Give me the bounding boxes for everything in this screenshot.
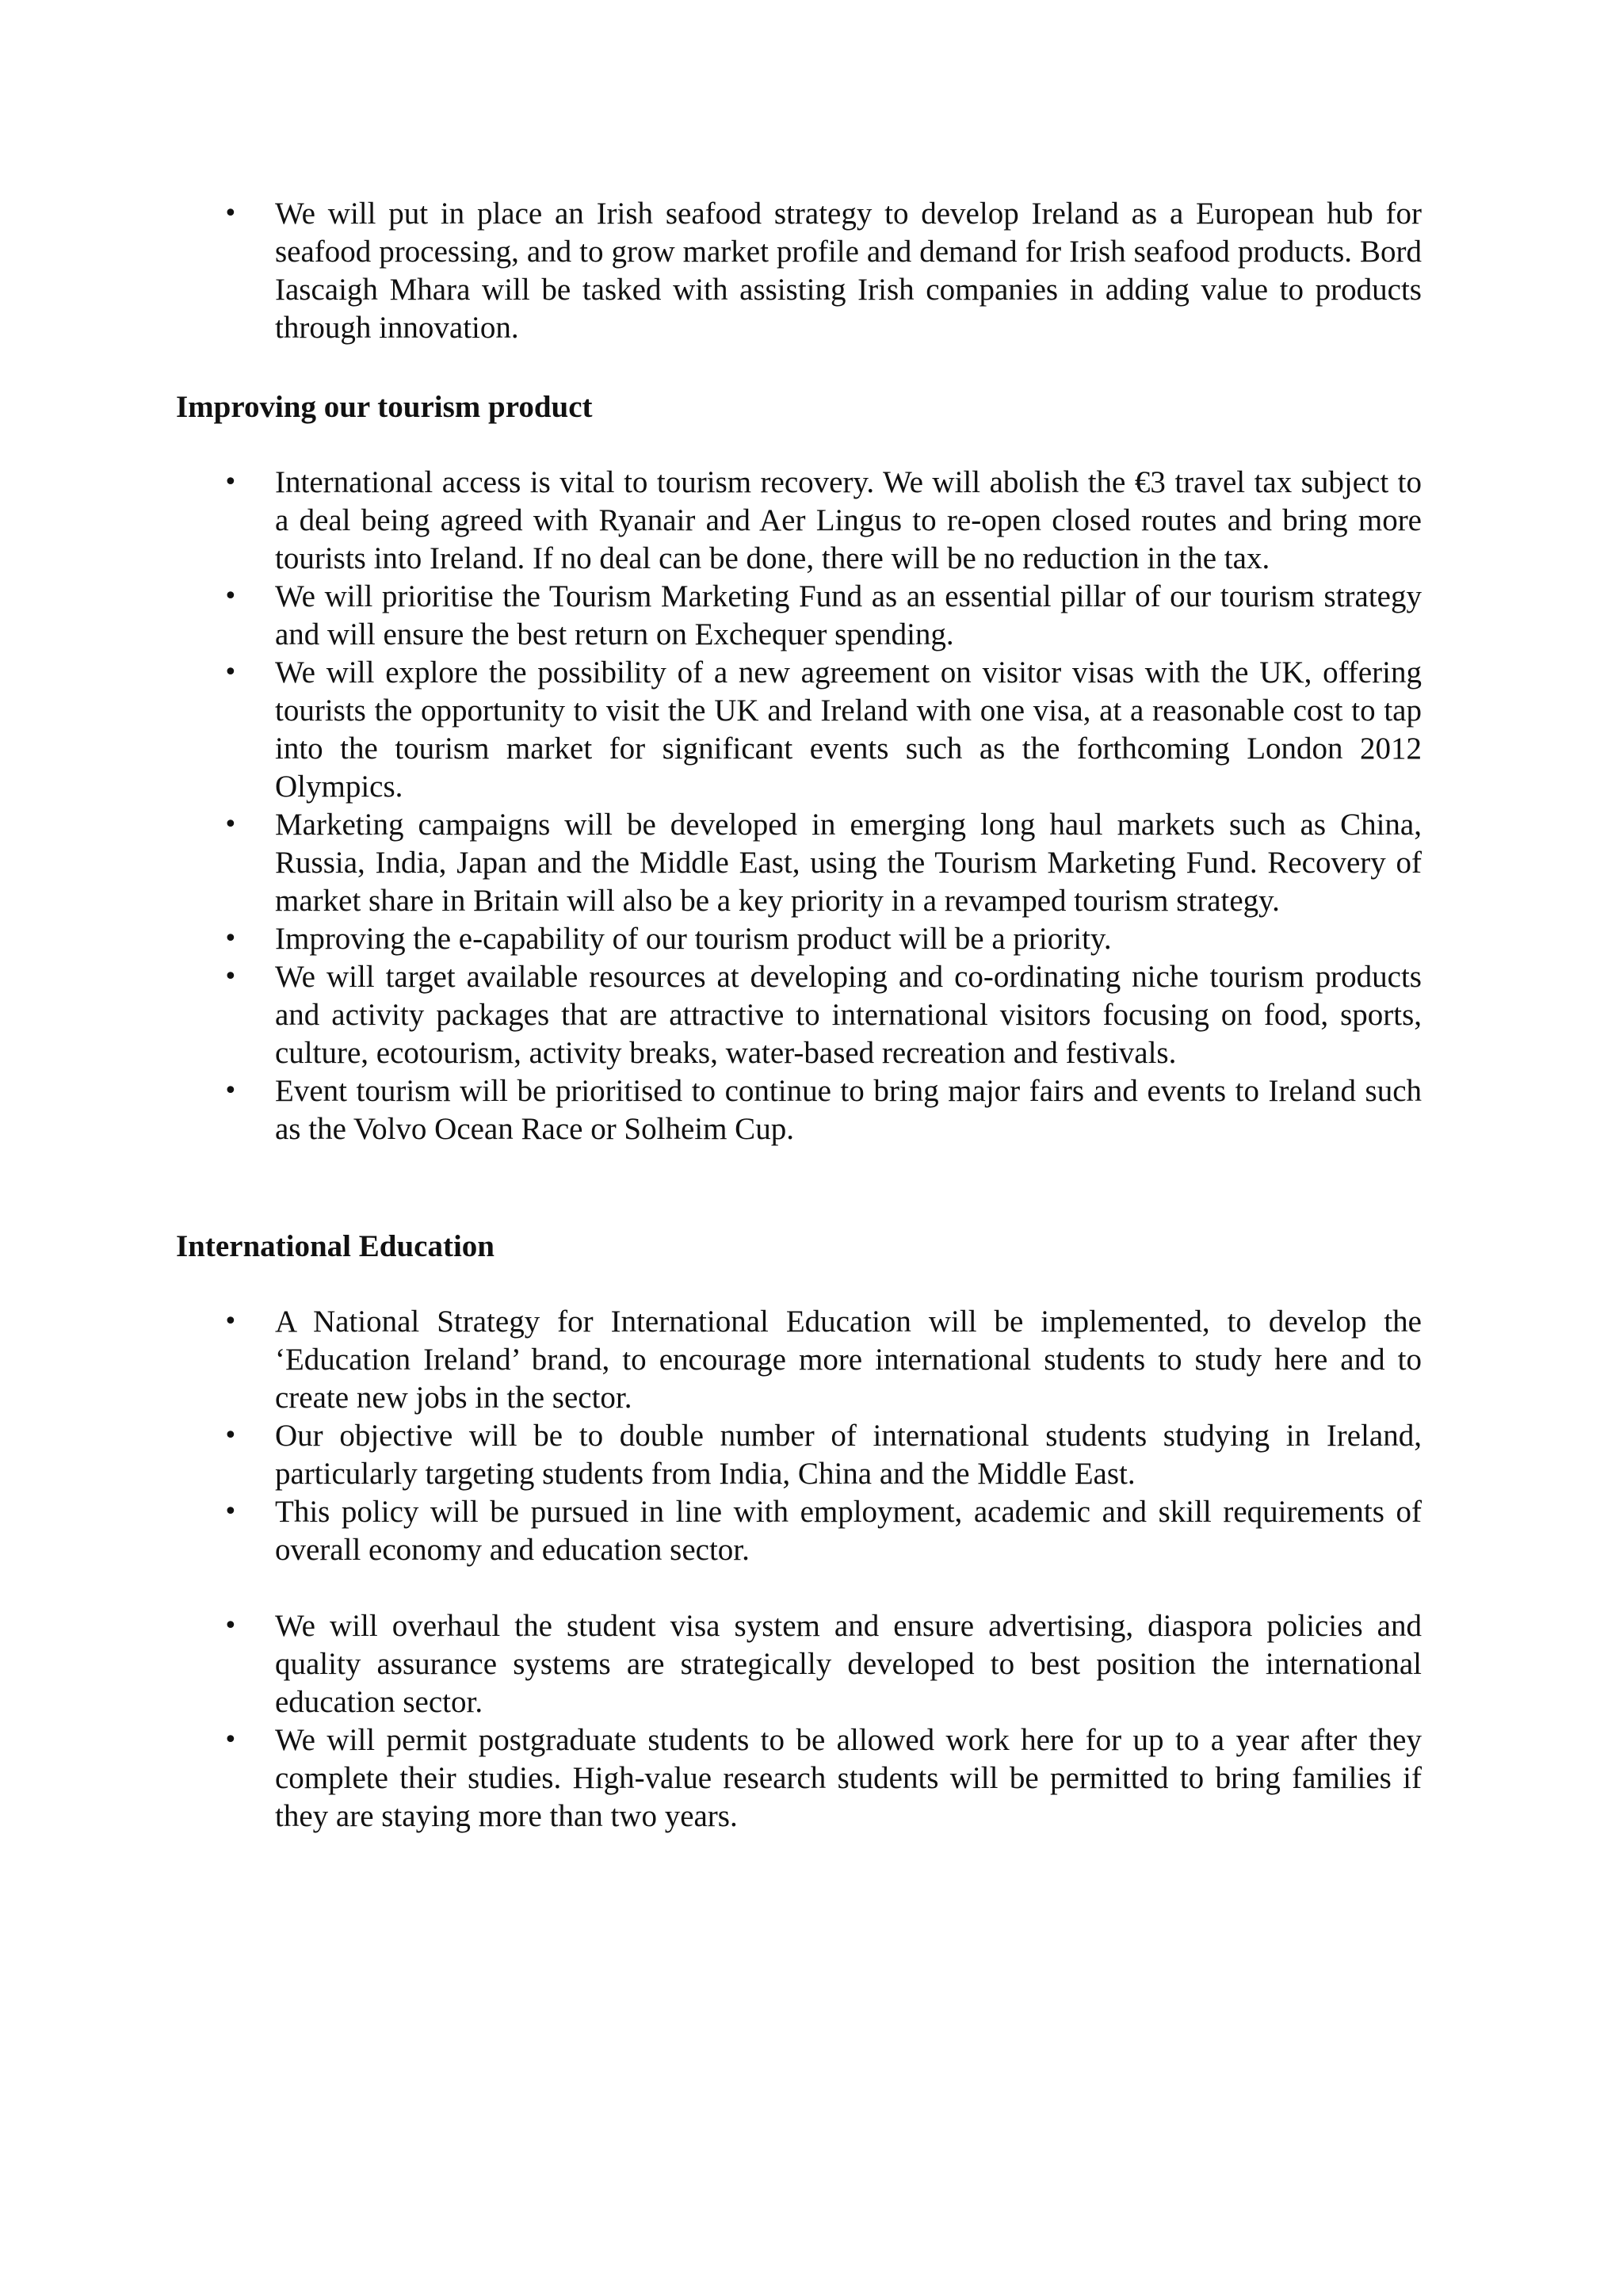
list-item-text: This policy will be pursued in line with employment, academic and skill requirements of overall economy and education sector.	[275, 1495, 1422, 1567]
section-heading-education: International Education	[176, 1229, 495, 1263]
list-item-text: We will explore the possibility of a new agreement on visitor visas with the UK, offering tourists the opportunity to visit the UK and Ireland with one visa, at a reasonable cost to tap into the tourism market for significant events such as the forthcoming London 2012 Olympics.	[275, 655, 1422, 804]
list-item-text: We will prioritise the Tourism Marketing Fund as an essential pillar of our tourism strategy and will ensure the best return on Exchequer spending.	[275, 579, 1422, 651]
education-bullet-list-a	[176, 1303, 1422, 1569]
document-body	[176, 195, 1422, 1836]
paragraph-gap	[176, 1569, 1422, 1607]
list-item-text: We will permit postgraduate students to be allowed work here for up to a year after they complete their studies. High-value research students will be permitted to bring families if they are staying more than two years.	[275, 1723, 1422, 1833]
list-item-text: International access is vital to tourism recovery. We will abolish the €3 travel tax subject to a deal being agreed with Ryanair and Aer Lingus to re-open closed routes and bring more tourists into Ireland. If no deal can be done, there will be no reduction in the tax.	[275, 465, 1422, 575]
bullet-icon: •	[223, 925, 238, 953]
bullet-icon: •	[223, 200, 238, 227]
bullet-icon: •	[223, 1077, 238, 1105]
list-item	[176, 1721, 1422, 1836]
list-item	[176, 1607, 1422, 1721]
list-item-text: We will target available resources at developing and co-ordinating niche tourism products and activity packages that are attractive to international visitors focusing on food, sports, culture, ecotourism, activity breaks, water-based recreation and festivals.	[275, 960, 1422, 1070]
bullet-icon: •	[223, 1308, 238, 1335]
list-item-text: We will overhaul the student visa system and ensure advertising, diaspora policies and quality assurance systems are strategically developed to best position the international education sector.	[275, 1609, 1422, 1719]
list-item	[176, 195, 1422, 347]
list-item	[176, 1417, 1422, 1493]
list-item	[176, 1303, 1422, 1417]
section-heading-tourism: Improving our tourism product	[176, 390, 593, 424]
education-bullet-list-b	[176, 1607, 1422, 1836]
intro-bullet-list	[176, 195, 1422, 347]
bullet-icon: •	[223, 811, 238, 839]
list-item	[176, 958, 1422, 1072]
list-item	[176, 920, 1422, 958]
list-item-text: A National Strategy for International Education will be implemented, to develop the ‘Education Ireland’ brand, to encourage more international students to study here and to create new jobs in the sector.	[275, 1305, 1422, 1415]
bullet-icon: •	[223, 1726, 238, 1754]
list-item	[176, 464, 1422, 578]
tourism-bullet-list	[176, 464, 1422, 1148]
list-item	[176, 1493, 1422, 1569]
bullet-icon: •	[223, 1498, 238, 1526]
bullet-icon: •	[223, 583, 238, 610]
list-item	[176, 806, 1422, 920]
list-item-text: Marketing campaigns will be developed in emerging long haul markets such as China, Russia, India, Japan and the Middle East, using the Tourism Marketing Fund. Recovery of market share in Britain will also be a key priority in a revamped tourism strategy.	[275, 808, 1422, 918]
bullet-icon: •	[223, 468, 238, 496]
list-item	[176, 578, 1422, 654]
bullet-icon: •	[223, 963, 238, 991]
bullet-icon: •	[223, 1422, 238, 1450]
list-item-text: Our objective will be to double number of international students studying in Ireland, particularly targeting students from India, China and the Middle East.	[275, 1419, 1422, 1491]
list-item	[176, 1072, 1422, 1148]
list-item	[176, 654, 1422, 806]
list-item-text: Improving the e-capability of our tourism product will be a priority.	[275, 922, 1112, 956]
bullet-icon: •	[223, 1612, 238, 1640]
list-item-text: We will put in place an Irish seafood strategy to develop Ireland as a European hub for seafood processing, and to grow market profile and demand for Irish seafood products. Bord Iascaigh Mhara will be tasked with assisting Irish companies in adding value to products through innovation.	[275, 197, 1422, 345]
list-item-text: Event tourism will be prioritised to continue to bring major fairs and events to Ireland such as the Volvo Ocean Race or Solheim Cup.	[275, 1074, 1422, 1146]
bullet-icon: •	[223, 659, 238, 686]
